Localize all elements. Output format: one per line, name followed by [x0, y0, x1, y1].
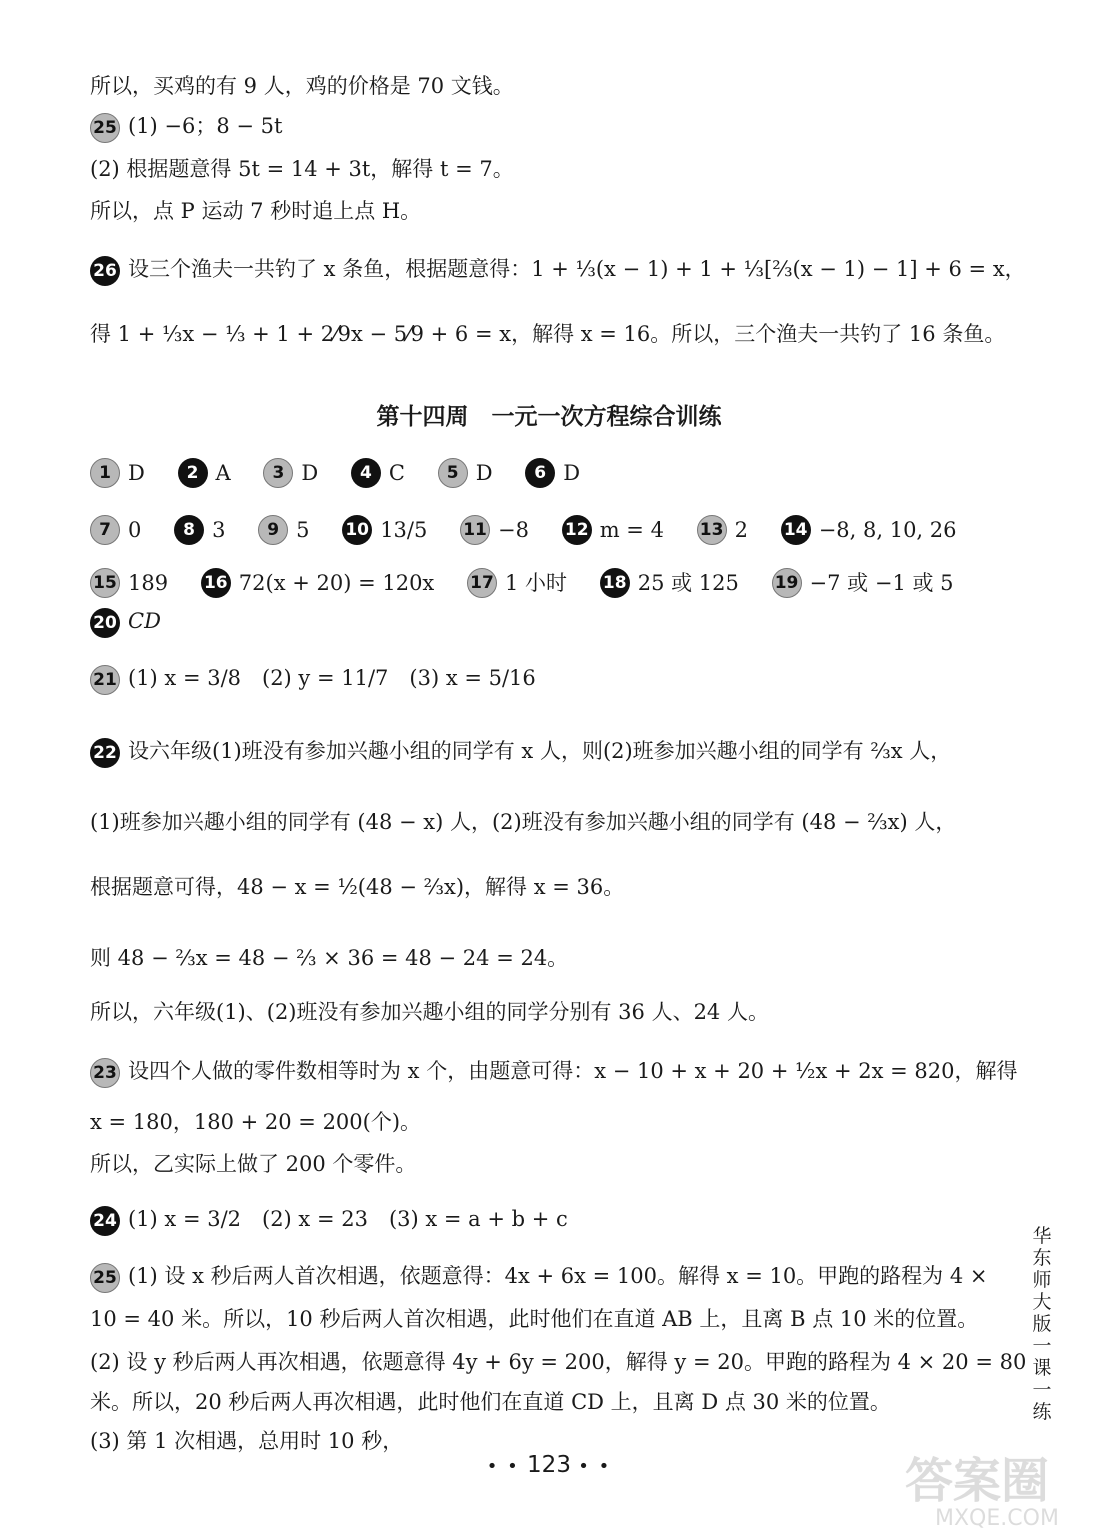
answer: CD [128, 609, 161, 633]
question-number: 25 [90, 1263, 120, 1293]
question-number: 17 [467, 568, 497, 598]
question-number: 18 [600, 568, 630, 598]
text-line: 根据题意可得，48 − x = ½(48 − ⅔x)，解得 x = 36。 [90, 875, 625, 899]
answer: D [301, 460, 319, 485]
question-number: 13 [697, 515, 727, 545]
question-number: 11 [460, 515, 490, 545]
answer-20 [90, 607, 161, 638]
question-number: 22 [90, 738, 120, 768]
question-number: 26 [90, 256, 120, 286]
answer: 5 [296, 517, 310, 542]
text-line: 得 1 + ⅓x − ⅓ + 1 + 2⁄9x − 5⁄9 + 6 = x，解得 x = 16。所以，三个渔夫一共钓了 16 条鱼。 [90, 322, 1006, 346]
answer-text: (1) −6；8 − 5t [128, 114, 283, 138]
answer: A [215, 460, 231, 485]
watermark-url: MXQE.COM [935, 1506, 1059, 1531]
answer: 2 [734, 517, 748, 542]
answer: 25 或 125 [637, 570, 739, 595]
answer: −8 [498, 517, 530, 542]
question-number: 10 [342, 515, 372, 545]
watermark-title: 答案圈 [905, 1453, 1050, 1509]
answer: D [563, 460, 581, 485]
text-line: x = 180，180 + 20 = 200(个)。 [90, 1110, 422, 1134]
answer: 3 [212, 517, 226, 542]
answer: 72(x + 20) = 120x [238, 570, 435, 595]
answer-row [90, 567, 980, 598]
question-number: 5 [438, 458, 468, 488]
question-number: 21 [90, 665, 120, 695]
question-number: 16 [201, 568, 231, 598]
answer: −7 或 −1 或 5 [809, 570, 954, 595]
question-number: 9 [258, 515, 288, 545]
answer-row [90, 514, 983, 545]
question-number: 15 [90, 568, 120, 598]
answer: 1 小时 [504, 570, 568, 595]
answer: 13/5 [380, 517, 428, 542]
text-line: 所以，六年级(1)、(2)班没有参加兴趣小组的同学分别有 36 人、24 人。 [90, 1000, 769, 1024]
text-line: 则 48 − ⅔x = 48 − ⅔ × 36 = 48 − 24 = 24。 [90, 946, 569, 970]
answer-row [90, 457, 606, 488]
question-number: 12 [562, 515, 592, 545]
answer: D [128, 460, 145, 485]
answer: (1) x = 3/8 (2) y = 11/7 (3) x = 5/16 [128, 666, 536, 690]
answer: −8, 8, 10, 26 [818, 517, 957, 542]
answer: m = 4 [599, 517, 664, 542]
text-line: 米。所以，20 秒后两人再次相遇，此时他们在直道 CD 上，且离 D 点 30 米的位置。 [90, 1390, 891, 1414]
side-label: 华东师大版一课一练 [1032, 1225, 1052, 1423]
question-number: 1 [90, 458, 120, 488]
answer: C [388, 460, 405, 485]
text-line: (2) 设 y 秒后两人再次相遇，依题意得 4y + 6y = 200，解得 y = 20。甲跑的路程为 4 × 20 = 80 [90, 1350, 1027, 1374]
question-number: 19 [772, 568, 802, 598]
question-number: 23 [90, 1058, 120, 1088]
watermark [905, 1453, 1095, 1531]
answer-24 [90, 1205, 568, 1236]
answer-25-prev [90, 112, 283, 143]
text-line: 所以，乙实际上做了 200 个零件。 [90, 1152, 417, 1176]
answer-25 [90, 1262, 988, 1293]
answer-text: (1) 设 x 秒后两人首次相遇，依题意得：4x + 6x = 100。解得 x = 10。甲跑的路程为 4 × [128, 1264, 988, 1288]
answer-text: 设三个渔夫一共钓了 x 条鱼，根据题意得：1 + ⅓(x − 1) + 1 + ⅓[⅔(x − 1) − 1] + 6 = x， [128, 257, 1026, 281]
text-line: 10 = 40 米。所以，10 秒后两人首次相遇，此时他们在直道 AB 上，且离 B 点 10 米的位置。 [90, 1307, 979, 1331]
text-line: (3) 第 1 次相遇，总用时 10 秒， [90, 1429, 404, 1453]
page-number-value: 123 [527, 1452, 571, 1478]
text-line: 所以，买鸡的有 9 人，鸡的价格是 70 文钱。 [90, 74, 514, 98]
answer-26-prev [90, 255, 1026, 286]
question-number: 24 [90, 1206, 120, 1236]
answer-text: 设六年级(1)班没有参加兴趣小组的同学有 x 人，则(2)班参加兴趣小组的同学有 ⅔x 人， [128, 739, 952, 763]
text-line: 所以，点 P 运动 7 秒时追上点 H。 [90, 199, 422, 223]
answer-text: 设四个人做的零件数相等时为 x 个，由题意可得：x − 10 + x + 20 + ½x + 2x = 820，解得 [128, 1059, 1018, 1083]
text-line: (2) 根据题意得 5t = 14 + 3t，解得 t = 7。 [90, 157, 514, 181]
question-number: 6 [525, 458, 555, 488]
answer: 0 [128, 517, 142, 542]
question-number: 25 [90, 113, 120, 143]
answer: D [475, 460, 493, 485]
question-number: 4 [351, 458, 381, 488]
question-number: 14 [781, 515, 811, 545]
question-number: 2 [178, 458, 208, 488]
dots-decoration: • • [578, 1456, 612, 1477]
question-number: 8 [174, 515, 204, 545]
answer-22 [90, 737, 951, 768]
dots-decoration: • • [486, 1456, 520, 1477]
answer: 189 [128, 570, 169, 595]
question-number: 3 [263, 458, 293, 488]
question-number: 20 [90, 608, 120, 638]
answer-23 [90, 1057, 1017, 1088]
answer-21 [90, 664, 536, 695]
text-line: (1)班参加兴趣小组的同学有 (48 − x) 人，(2)班没有参加兴趣小组的同学有 (48 − ⅔x) 人， [90, 810, 957, 834]
question-number: 7 [90, 515, 120, 545]
section-title: 第十四周 一元一次方程综合训练 [376, 403, 722, 430]
answer: (1) x = 3/2 (2) x = 23 (3) x = a + b + c [128, 1207, 568, 1231]
